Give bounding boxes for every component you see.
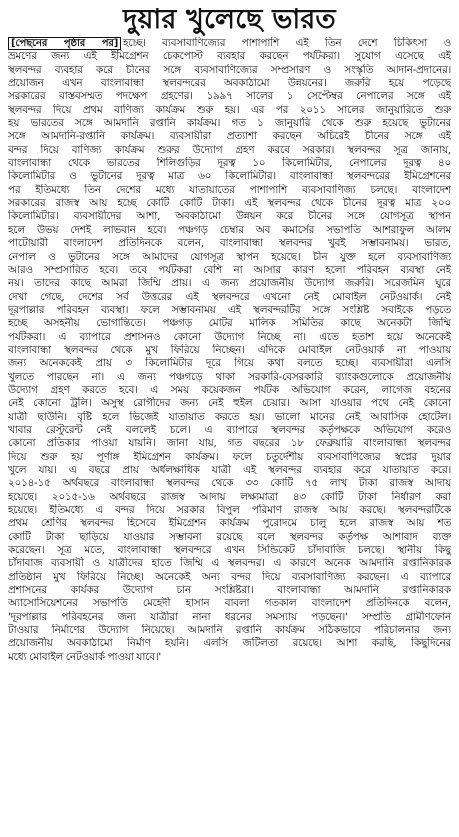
- article-line-text: দূরপাল্লার পরিবহন ব্যবস্থা। ফলে সম্ভাবনাময় এই স্থলবন্দরটির সঙ্গে সংশ্লিষ্ট সবাইকে পড়তে: [8, 303, 451, 316]
- article-line: [8, 304, 451, 317]
- article-line: [8, 50, 451, 63]
- article-line-text: আরও সম্প্রসারিত হবে। তবে পর্যটকরা বেশি না আসার কারণ হলো পরিবহন ব্যবস্থা নেই: [8, 263, 451, 276]
- article-line-text: বন্দর দিয়ে বাণিজ্য কার্যক্রম শুরুর উদ্যোগ গ্রহণ করবে সরকার। স্থলবন্দর সূত্র জানায়,: [8, 143, 451, 156]
- article-line-text: পর ইতিমধ্যে তিন দেশের মধ্যে যাতায়াতের পাশাপাশি ব্যবসাবাণিজ্য চলছে। বাংলাদেশ: [8, 183, 451, 196]
- article-line-text: স্থলবন্দর দিয়ে প্রথম বাণিজ্য কার্যক্রম শুরু হয়। এর পর ২০১১ সালের জানুয়ারিতে শুরু: [8, 103, 451, 116]
- article-line-text: প্রয়োজনীয় অবকাঠামো নির্মাণ হয়নি। এলসি জটিলতা রয়েছে। আশা করছি, কিছুদিনের: [8, 637, 451, 650]
- article-line: [8, 477, 451, 490]
- article-line-text: খাবার রেস্টুরেন্ট নেই বললেই চলে। এ ব্যাপারে স্থলবন্দর কর্তৃপক্ষকে অভিযোগ করেও: [8, 423, 451, 436]
- article-line: [8, 584, 451, 597]
- article-line: [8, 491, 451, 504]
- article-line-text: সরকারের বাস্তবসম্মত পদক্ষেপ গ্রহণের। ১৯৯৭ সালের ১ সেপ্টেম্বর নেপালের সঙ্গে এই: [8, 90, 451, 103]
- article-line: [8, 264, 451, 277]
- article-line-text: চাঁদাবাজ ব্যবসায়ী ও যাত্রীদের হাতে জিম্মি এ স্থলবন্দর। এ কারণে অনেক আমদানি রপ্তানিকারক: [8, 557, 451, 570]
- article-line-text: প্রশাসনের কার্যকর উদ্যোগ চান সংশ্লিষ্টরা। বাংলাবান্ধা আমদানি রপ্তানিকারক: [8, 584, 451, 597]
- article-line: [8, 397, 451, 410]
- article-line-text: বাংলাবান্ধা স্থলবন্দর থেকে মুখ ফিরিয়ে নিচ্ছেন। এদিকে মোবাইল নেটওয়ার্ক না পাওয়ায়: [8, 343, 451, 356]
- article-line-text: কোনো প্রতিকার পাওয়া যায়নি। জানা যায়, গত বছরের ১৮ ফেব্রুয়ারি বাংলাবান্ধা স্থলবন্দর: [8, 437, 451, 450]
- article-line-text: হয়েছে। ইতিমধ্যে এ বন্দর দিয়ে সরকার বিপুল পরিমাণ রাজস্ব আয় করছে। স্থলবন্দরটিকে: [8, 504, 451, 517]
- article-line: [8, 544, 451, 557]
- article-line: [8, 224, 451, 237]
- article-line: [8, 104, 451, 117]
- continuation-tag: [পেছনের পৃষ্ঠার পর]: [8, 37, 121, 50]
- article-line-text: কোটি টাকা ছাড়িয়ে যাওয়ার সম্ভাবনা রয়েছে বলে স্থলবন্দর কর্তৃপক্ষ আশাবাদ ব্যক্ত: [8, 530, 451, 543]
- article-line-text: ২০১৪-১৫ অর্থবছরে বাংলাবান্ধা স্থলবন্দর থেকে ৩৩ কোটি ৭৫ লাখ টাকা রাজস্ব আদায়: [8, 477, 451, 490]
- article-line: [8, 37, 451, 50]
- article-line: [8, 331, 451, 344]
- article-line: [8, 557, 451, 570]
- article-line-text: খুলতে পারছেন না। এ জন্য পঞ্চগড়ে থাকা সরকারি-বেসরকারি ব্যাংকগুলোকে প্রয়োজনীয়: [8, 370, 451, 383]
- article-line: [8, 464, 451, 477]
- article-line: [8, 237, 451, 250]
- article-line: [8, 117, 451, 130]
- article-line: [8, 651, 451, 664]
- article-line: [8, 277, 451, 290]
- article-line-text: অ্যাসোসিয়েশনের সভাপতি মেহেদী হাসান বাবলা গতকাল বাংলাদেশ প্রতিদিনকে বলেন,: [8, 597, 451, 610]
- article-line-text: 'দূরপাল্লার পরিবহনের জন্য যাত্রীরা নানা ধরনের সমস্যায় পড়ছেন।' সম্প্রতি গ্রামীণফোন: [8, 610, 451, 623]
- article-line-text: হচ্ছে অসহনীয় ভোগান্তিতে। পঞ্চগড় মোটর মালিক সমিতির কাছে অনেকটা জিম্মি: [8, 317, 451, 330]
- article-line: [8, 77, 451, 90]
- article-line-text: মধ্যে মোবাইল নেটওয়ার্ক পাওয়া যাবে।': [8, 650, 162, 663]
- article-line-text: প্রথম শ্রেণির স্থলবন্দর হিসেবে ইমিগ্রেশন কার্যক্রম পুরোদমে চালু হলে রাজস্ব আয় শত: [8, 517, 451, 530]
- article-line: [8, 437, 451, 450]
- article-line-text: নেই কোনো ট্রলি। অসুস্থ রোগীদের জন্য নেই হুইল চেয়ার। আসা যাওয়ার পথে নেই কোনো: [8, 397, 451, 410]
- article-line-text: পাটোয়ারী বাংলাদেশ প্রতিদিনকে বলেন, বাংলাবান্ধা স্থলবন্দর খুবই সম্ভাবনাময়। ভারত,: [8, 237, 451, 250]
- article-line-text: কিলোমিটার ও ভুটানের দূরত্ব মাত্র ৬০ কিলোমিটার। বাংলাবান্ধা স্থলবন্দরের ইমিগ্রেশনের: [8, 170, 451, 183]
- article-headline: দুয়ার খুলেছে ভারত: [123, 4, 336, 35]
- article-line: [8, 144, 451, 157]
- article-line-text: টাওয়ার নির্মাণের উদ্যোগ নিয়েছে। আমদানি রপ্তানি কার্যক্রম সঠিকভাবে পরিচালনার জন্য: [8, 624, 451, 637]
- article-line-text: যাত্রী ছাউনি। বৃষ্টি হলে ভিজেই যাতায়াত করতে হয়। ভালো মানের নেই আবাসিক হোটেল।: [8, 410, 451, 423]
- article-line-text: বাংলাবান্ধা থেকে ভারতের শিলিগুড়ির দূরত্ব ১০ কিলোমিটার, নেপালের দূরত্ব ৪০: [8, 157, 451, 170]
- article-line-text: সরকারের রাজস্ব আয় হচ্ছে কোটি কোটি টাকা। এই স্থলবন্দর থেকে চীনের দূরত্ব মাত্র ২০০: [8, 197, 451, 210]
- article-line-text: পর্যটকরা। এ ব্যাপারে প্রশাসনও কোনো উদ্যোগ নিচ্ছে না। এতে হতাশ হয়ে অনেকেই: [8, 330, 451, 343]
- article-line-text: নয়। তাদের কাছে আমরা জিম্মি প্রায়। এ জন্য প্রয়োজনীয় উদ্যোগ জরুরি। সরেজমিন ঘুরে: [8, 277, 451, 290]
- article-line-text: হচ্ছে। ব্যবসাবাণিজ্যের পাশাপাশি এই তিন দেশে চিকিৎসা ও: [123, 37, 451, 49]
- article-line: [8, 251, 451, 264]
- article-line: [8, 317, 451, 330]
- article-line-text: হয়েছে। ২০১৫-১৬ অর্থবছরে রাজস্ব আদায় লক্ষ্যমাত্রা ৪৩ কোটি টাকা নির্ধারণ করা: [8, 490, 451, 503]
- article-line: [8, 157, 451, 170]
- article-line: [8, 384, 451, 397]
- article-line: [8, 64, 451, 77]
- article-body: [8, 37, 451, 664]
- article-line: [8, 504, 451, 517]
- article-line-text: প্রতিষ্ঠান মুখ ফিরিয়ে নিচ্ছে। অনেকেই অন্য বন্দর দিয়ে ব্যবসাবাণিজ্য করছেন। এ ব্যাপারে: [8, 570, 451, 583]
- article-line-text: ভ্রমণের জন্য এই ইমিগ্রেশন চেকপোস্ট ব্যবহার করছেন পর্যটকরা। সুযোগ এসেছে এই: [8, 50, 451, 63]
- article-line: [8, 571, 451, 584]
- article-line: [8, 184, 451, 197]
- article-line-text: হয় ভারতের সঙ্গে আমদানি রপ্তানি কার্যক্রম। গত ১ জানুয়ারি থেকে শুরু হয়েছে ভুটানের: [8, 117, 451, 130]
- article-line-text: দিয়ে শুরু হয় পূর্ণাঙ্গ ইমিগ্রেশন কার্যক্রম। ফলে চতুর্দেশীয় ব্যবসাবাণিজ্যের স্বপ্নের দুয়ার: [8, 450, 451, 463]
- article-line: [8, 291, 451, 304]
- article-line-text: খুলে যায়। এ বছরে প্রায় অর্ধলক্ষাধিক যাত্রী এই স্থলবন্দর ব্যবহার করে যাতায়াত করে।: [8, 464, 451, 476]
- article-line-text: দেখা গেছে, দেশের সর্ব উত্তরের এই স্থলবন্দরে এখনো নেই মোবাইল নেটওয়ার্ক। নেই: [8, 290, 451, 303]
- article-line: [8, 130, 451, 143]
- article-line: [8, 624, 451, 637]
- article-line: [8, 451, 451, 464]
- article-line: [8, 344, 451, 357]
- article-line-text: হলে উভয় দেশই লাভবান হবে। পঞ্চগড় চেম্বার অব কমার্সের সভাপতি আশরাফুল আলম: [8, 223, 451, 236]
- article-line-text: নেপাল ও ভুটানের সঙ্গে আমাদের যোগসূত্র স্থাপন হয়েছে। চীন যুক্ত হলে ব্যবসাবাণিজ্য: [8, 250, 451, 263]
- article-line-text: কিলোমিটার। ব্যবসায়ীদের আশা, অবকাঠামো উন্নয়ন করে চীনের সঙ্গে যোগসূত্র স্থাপন: [8, 210, 451, 223]
- article-line-text: প্রয়োজন এখন বাংলাবান্ধা স্থলবন্দরের অবকাঠামো উন্নয়নের। জরুরি হয়ে পড়েছে: [8, 77, 451, 90]
- article-line: [8, 210, 451, 223]
- article-line: [8, 357, 451, 370]
- article-line: [8, 197, 451, 210]
- article-line-text: স্থলবন্দর ব্যবহার করে চীনের সঙ্গে ব্যবসাবাণিজ্যের সম্প্রসারণ ও সংস্কৃতি আদান-প্রদানের।: [8, 63, 451, 76]
- article-line: [8, 637, 451, 650]
- article-line-text: সঙ্গে আমদানি-রপ্তানি কার্যক্রম। ব্যবসায়ীরা প্রত্যাশা করছেন অচিরেই চীনের সঙ্গে এই: [8, 130, 451, 143]
- article-line: [8, 531, 451, 544]
- article-line: [8, 517, 451, 530]
- article-line: [8, 424, 451, 437]
- article-line: [8, 597, 451, 610]
- article-line-text: জন্য অনেককেই প্রায় ৩ কিলোমিটার দূরে গিয়ে কথা বলতে হচ্ছে। ব্যবসায়ীরা এলসি: [8, 357, 451, 370]
- article-line: [8, 611, 451, 624]
- article-line: [8, 371, 451, 384]
- article-line-text: করেছেন। সূত্র মতে, বাংলাবান্ধা স্থলবন্দরে এখন সিন্ডিকেট চাঁদাবাজি চলছে। স্থানীয় কিছু: [8, 544, 451, 557]
- article-line: [8, 90, 451, 103]
- article-line: [8, 170, 451, 183]
- article-line: [8, 411, 451, 424]
- article-line-text: উদ্যোগ গ্রহণ করতে হবে। এ সময় কয়েকজন পর্যটক অভিযোগ করেন, লাগেজ বহনের: [8, 383, 451, 396]
